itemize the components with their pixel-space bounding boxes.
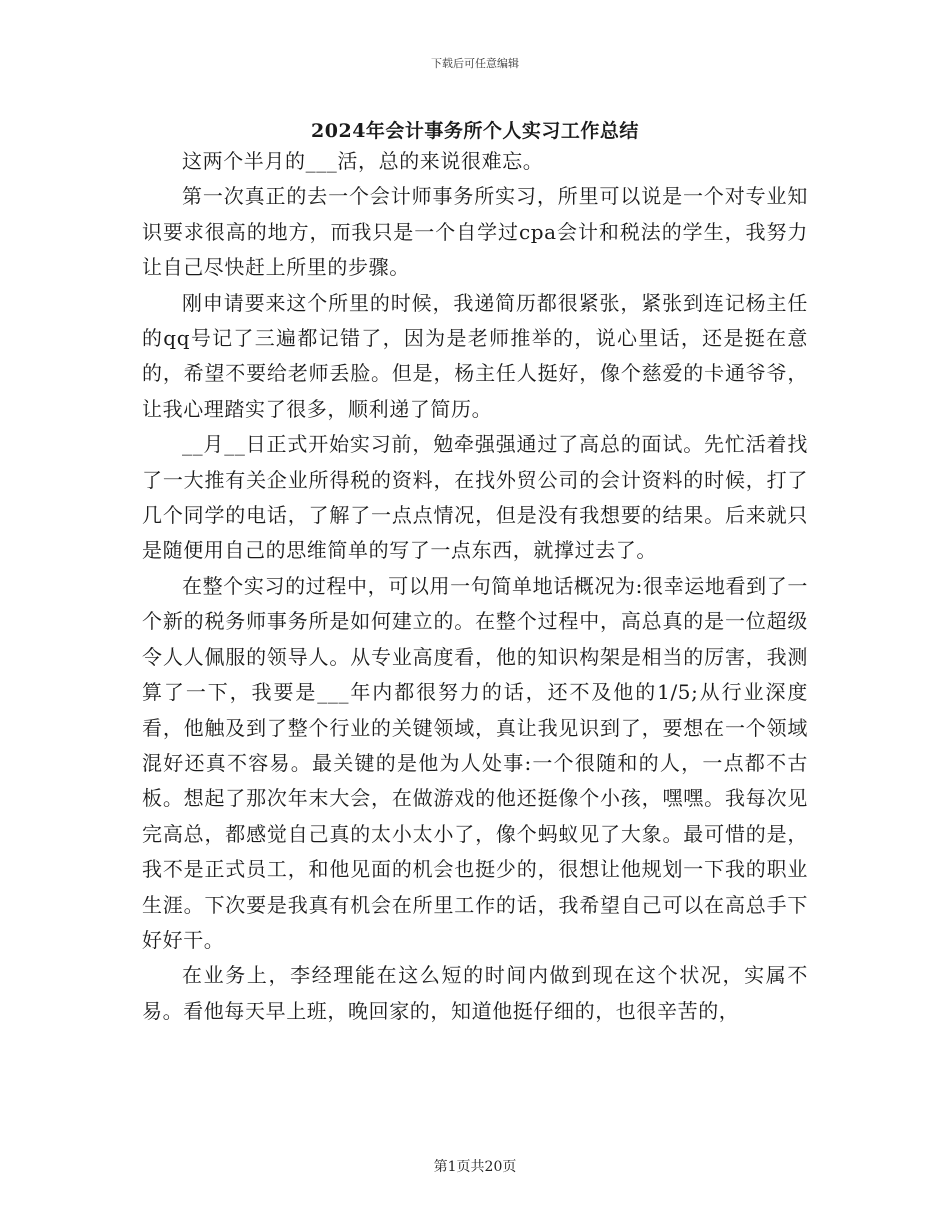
paragraph: 在整个实习的过程中，可以用一句简单地话概况为:很幸运地看到了一个新的税务师事务所是如何建立的。在整个过程中，高总真的是一位超级令人人佩服的领导人。从专业高度看，他的知识构架是相当的厉害，我测算了一下，我要是___年内都很努力的话，还不及他的1/5;从行业深度看，他触及到了整个行业的关键领域，真让我见识到了，要想在一个领域混好还真不容易。最关键的是他为人处事:一个很随和的人，一点都不古板。想起了那次年末大会，在做游戏的他还挺像个小孩，嘿嘿。我每次见完高总，都感觉自己真的太小太小了，像个蚂蚁见了大象。最可惜的是，我不是正式员工，和他见面的机会也挺少的，很想让他规划一下我的职业生涯。下次要是我真有机会在所里工作的话，我希望自己可以在高总手下好好干。 — [142, 573, 808, 952]
paragraph: 这两个半月的___活，总的来说很难忘。 — [182, 149, 544, 173]
header-note: 下载后可任意编辑 — [431, 57, 519, 70]
paragraph: __月__日正式开始实习前，勉牵强强通过了高总的面试。先忙活着找了一大推有关企业所得税的资料，在找外贸公司的会计资料的时候，打了几个同学的电话，了解了一点点情况，但是没有我想要的结果。后来就只是随便用自己的思维简单的写了一点东西，就撑过去了。 — [142, 432, 808, 563]
paragraph: 刚申请要来这个所里的时候，我递简历都很紧张，紧张到连记杨主任的qq号记了三遍都记错了，因为是老师推举的，说心里话，还是挺在意的，希望不要给老师丢脸。但是，杨主任人挺好，像个慈爱的卡通爷爷，让我心理踏实了很多，顺利递了简历。 — [142, 290, 808, 421]
paragraph: 第一次真正的去一个会计师事务所实习，所里可以说是一个对专业知识要求很高的地方，而我只是一个自学过cpa会计和税法的学生，我努力让自己尽快赶上所里的步骤。 — [142, 184, 808, 280]
document-body — [142, 144, 808, 1029]
paragraph: 在业务上，李经理能在这么短的时间内做到现在这个状况，实属不易。看他每天早上班，晚回家的，知道他挺仔细的，也很辛苦的， — [142, 963, 808, 1023]
page-number: 第1页共20页 — [433, 1159, 517, 1175]
document-title: 2024年会计事务所个人实习工作总结 — [311, 120, 639, 142]
